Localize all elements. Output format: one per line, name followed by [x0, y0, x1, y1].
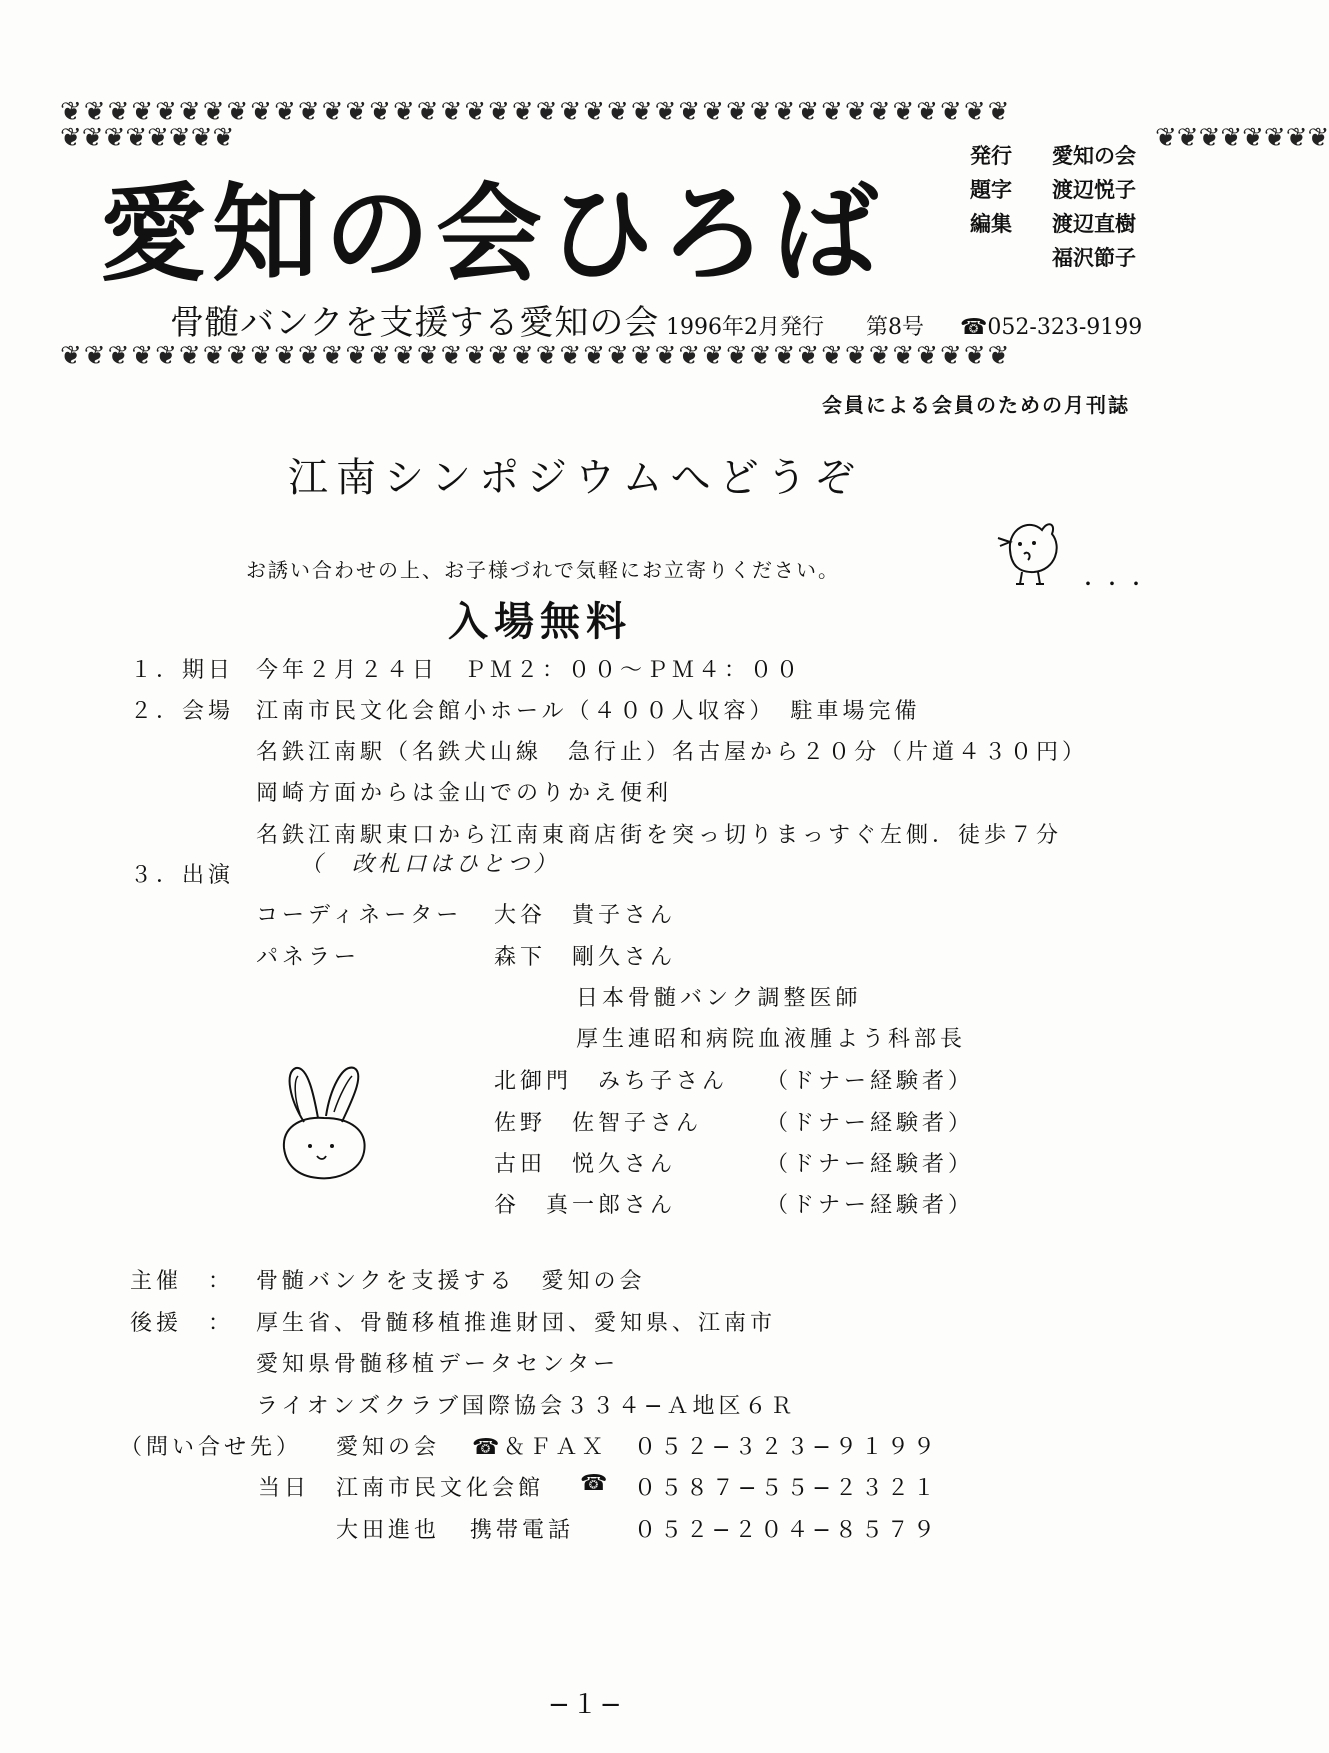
issue-date: 1996年2月発行 [666, 315, 824, 340]
doodle-dots: ・・・ [1078, 572, 1150, 596]
support-line: 厚生省、骨髄移植推進財団、愛知県、江南市 [256, 1311, 777, 1336]
contact-label: （問い合せ先） [120, 1435, 303, 1460]
credits-block [970, 139, 1136, 275]
rabbit-doodle-icon [270, 1060, 380, 1185]
coordinator-name: 大谷 貴子さん [494, 903, 677, 928]
panel-role: パネラー [256, 945, 361, 970]
free-admission: 入場無料 [448, 598, 632, 645]
date-label: １．期日 [130, 658, 235, 683]
donor-name: 北御門 みち子さん [494, 1069, 729, 1094]
credit-publisher [970, 139, 1136, 173]
donor-name: 佐野 佐智子さん [494, 1111, 703, 1136]
support-line: ライオンズクラブ国際協会３３４−Ａ地区６Ｒ [256, 1394, 797, 1419]
credit-value: 渡辺悦子 [1052, 178, 1136, 202]
ornament-border-right: ❦❦❦❦❦❦❦❦ [1155, 123, 1329, 153]
credit-editor-2 [970, 241, 1136, 275]
headline: 江南シンポジウムへどうぞ [288, 455, 863, 501]
organization-subtitle: 骨髄バンクを支援する愛知の会 [170, 303, 660, 343]
contact-number: ０５８７−５５−２３２１ [634, 1476, 939, 1501]
coordinator-role: コーディネーター [256, 903, 463, 928]
credit-value: 渡辺直樹 [1052, 212, 1136, 236]
donor-name: 古田 悦久さん [494, 1152, 677, 1177]
host-label: 主催 ： [130, 1269, 235, 1294]
donor-name: 谷 真一郎さん [494, 1193, 677, 1218]
credit-title-calligraphy [970, 173, 1136, 207]
ornament-border-left: ❦❦❦❦❦❦❦❦ [60, 123, 235, 153]
contact-kind: ☎＆ＦＡＸ [472, 1435, 608, 1460]
support-line: 愛知県骨髄移植データセンター [256, 1352, 620, 1377]
venue-line: 名鉄江南駅東口から江南東商店街を突っ切りまっすぐ左側．徒歩７分 [256, 823, 1063, 848]
contact-kind: 携帯電話 [470, 1518, 575, 1543]
venue-label: ２．会場 [130, 699, 235, 724]
credit-value: 愛知の会 [1052, 144, 1136, 168]
contact-pre: 当日 [258, 1476, 311, 1501]
venue-line: 江南市民文化会館小ホール（４００人収容） 駐車場完備 [256, 699, 921, 724]
cast-label: ３．出演 [130, 863, 235, 888]
invitation-text: お誘い合わせの上、お子様づれで気軽にお立寄りください。 [246, 558, 840, 582]
tagline: 会員による会員のための月刊誌 [822, 393, 1130, 417]
donor-note: （ドナー経験者） [766, 1111, 975, 1136]
newsletter-title: 愛知の会ひろば [100, 171, 884, 296]
donor-note: （ドナー経験者） [766, 1193, 975, 1218]
credit-value: 福沢節子 [1052, 246, 1136, 270]
ornament-border-bottom: ❦❦❦❦❦❦❦❦❦❦❦❦❦❦❦❦❦❦❦❦❦❦❦❦❦❦❦❦❦❦❦❦❦❦❦❦❦❦❦❦ [60, 341, 1012, 371]
contact-kind: ☎ [580, 1471, 612, 1496]
donor-note: （ドナー経験者） [766, 1152, 975, 1177]
issue-number: 第8号 [866, 315, 924, 340]
phone-number: ☎052-323-9199 [960, 315, 1143, 340]
panel-title: 厚生連昭和病院血液腫よう科部長 [576, 1027, 967, 1052]
host-value: 骨髄バンクを支援する 愛知の会 [256, 1269, 646, 1294]
page-number: −１− [548, 1690, 624, 1720]
contact-org: 愛知の会 [336, 1435, 441, 1460]
venue-line: 名鉄江南駅（名鉄犬山線 急行止）名古屋から２０分（片道４３０円） [256, 740, 1089, 765]
donor-note: （ドナー経験者） [766, 1069, 975, 1094]
panel-title: 日本骨髄バンク調整医師 [576, 986, 862, 1011]
support-label: 後援 ： [130, 1311, 235, 1336]
credit-label: 編集 [970, 212, 1012, 236]
credit-label: 発行 [970, 144, 1012, 168]
ornament-border-top: ❦❦❦❦❦❦❦❦❦❦❦❦❦❦❦❦❦❦❦❦❦❦❦❦❦❦❦❦❦❦❦❦❦❦❦❦❦❦❦❦ [60, 97, 1012, 127]
contact-org: 江南市民文化会館 [336, 1476, 545, 1501]
credit-editor [970, 207, 1136, 241]
panel-name: 森下 剛久さん [494, 945, 677, 970]
masthead [60, 95, 1329, 373]
contact-number: ０５２−２０４−８５７９ [634, 1518, 939, 1543]
credit-label: 題字 [970, 178, 1012, 202]
contact-number: ０５２−３２３−９１９９ [634, 1435, 939, 1460]
issue-info [666, 310, 1142, 341]
date-value: 今年２月２４日 ＰＭ２：００〜ＰＭ４：００ [256, 658, 803, 683]
venue-line: 岡崎方面からは金山でのりかえ便利 [256, 781, 673, 806]
chick-doodle-icon [990, 510, 1090, 590]
handwritten-note: （ 改札口はひとつ） [300, 852, 560, 877]
contact-org: 大田進也 [336, 1518, 441, 1543]
